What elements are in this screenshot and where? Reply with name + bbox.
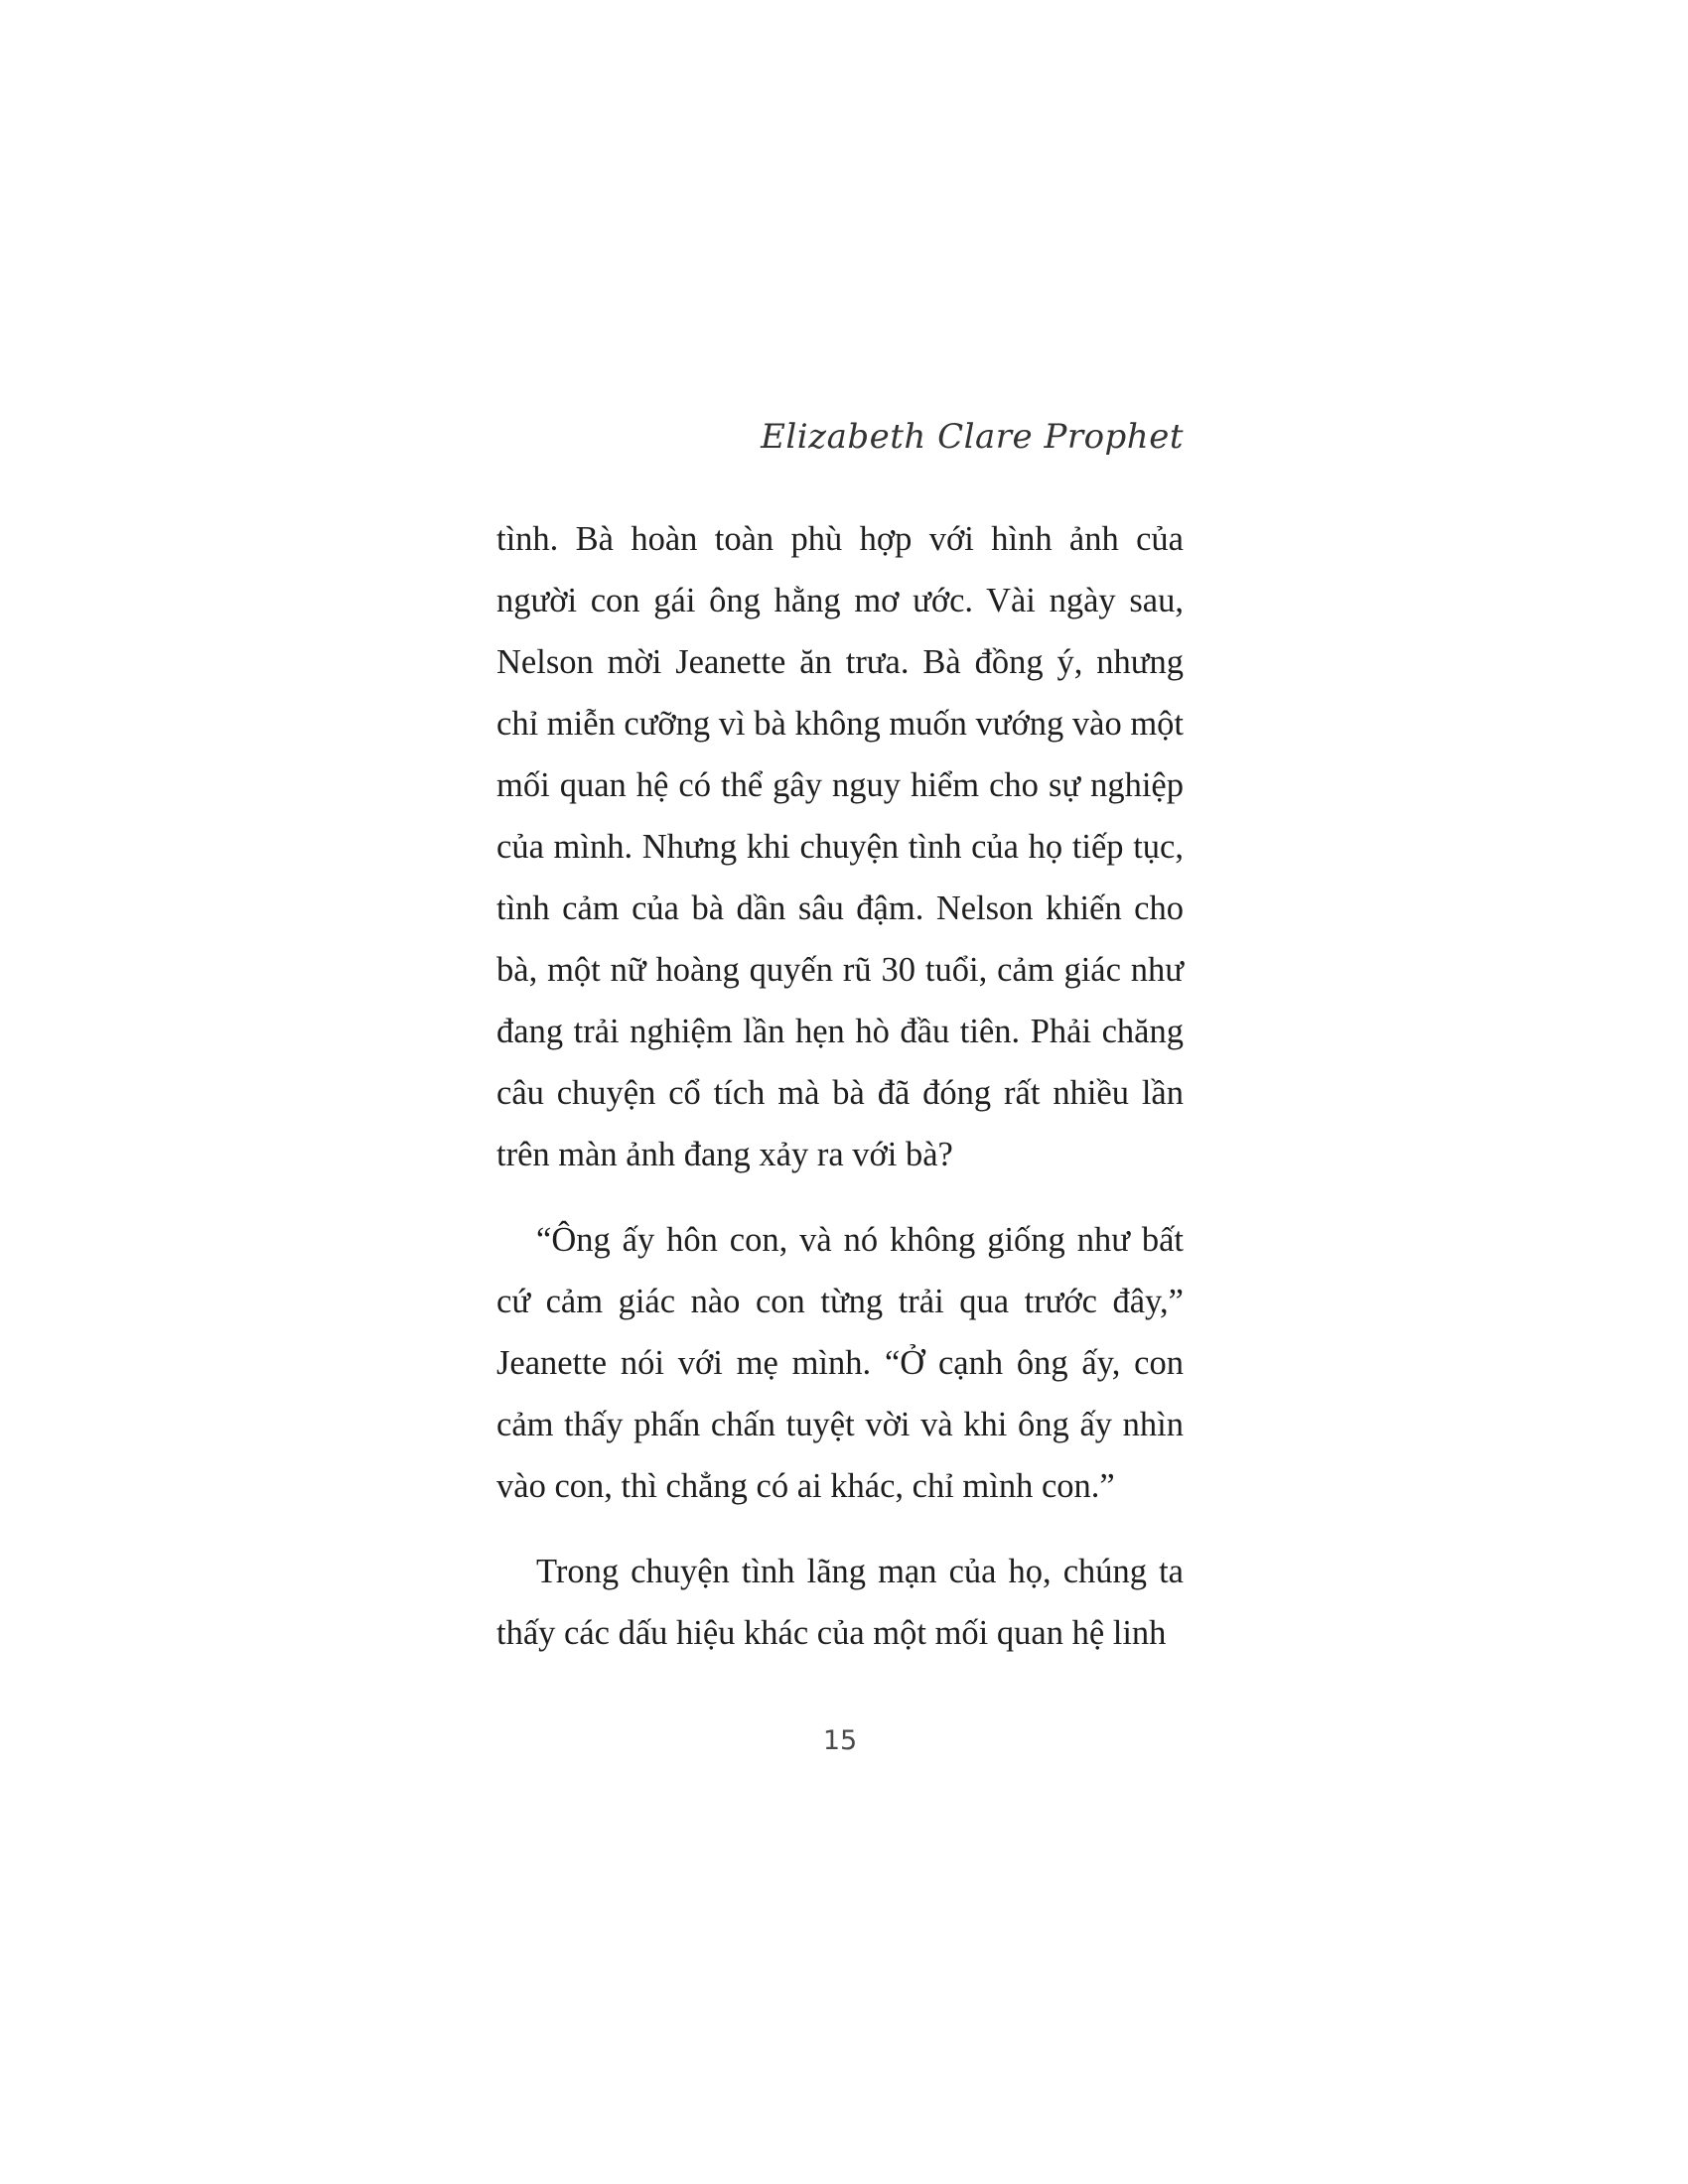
paragraph-romance: Trong chuyện tình lãng mạn của họ, chúng ta thấy các dấu hiệu khác của một mối quan hệ linh — [496, 1553, 1184, 1652]
paragraph-continuation: tình. Bà hoàn toàn phù hợp với hình ảnh của người con gái ông hằng mơ ước. Vài ngày sau, Nelson mời Jeanette ăn trưa. Bà đồng ý, nhưng chỉ miễn cưỡng vì bà không muốn vướng vào một mối quan hệ có thể gây nguy hiểm cho sự nghiệp của mình. Nhưng khi chuyện tình của họ tiếp tục, tình cảm của bà dần sâu đậm. Nelson khiến cho bà, một nữ hoàng quyến rũ 30 tuổi, cảm giác như đang trải nghiệm lần hẹn hò đầu tiên. Phải chăng câu chuyện cổ tích mà bà đã đóng rất nhiều lần trên màn ảnh đang xảy ra với bà? — [496, 520, 1184, 1173]
body-text — [496, 508, 1184, 1688]
page-number: 15 — [822, 1725, 858, 1756]
paragraph-quote: “Ông ấy hôn con, và nó không giống như bất cứ cảm giác nào con từng trải qua trước đây,” Jeanette nói với mẹ mình. “Ở cạnh ông ấy, con cảm thấy phấn chấn tuyệt vời và khi ông ấy nhìn vào con, thì chẳng có ai khác, chỉ mình con.” — [496, 1221, 1184, 1505]
running-header-author: Elizabeth Clare Prophet — [761, 417, 1184, 457]
